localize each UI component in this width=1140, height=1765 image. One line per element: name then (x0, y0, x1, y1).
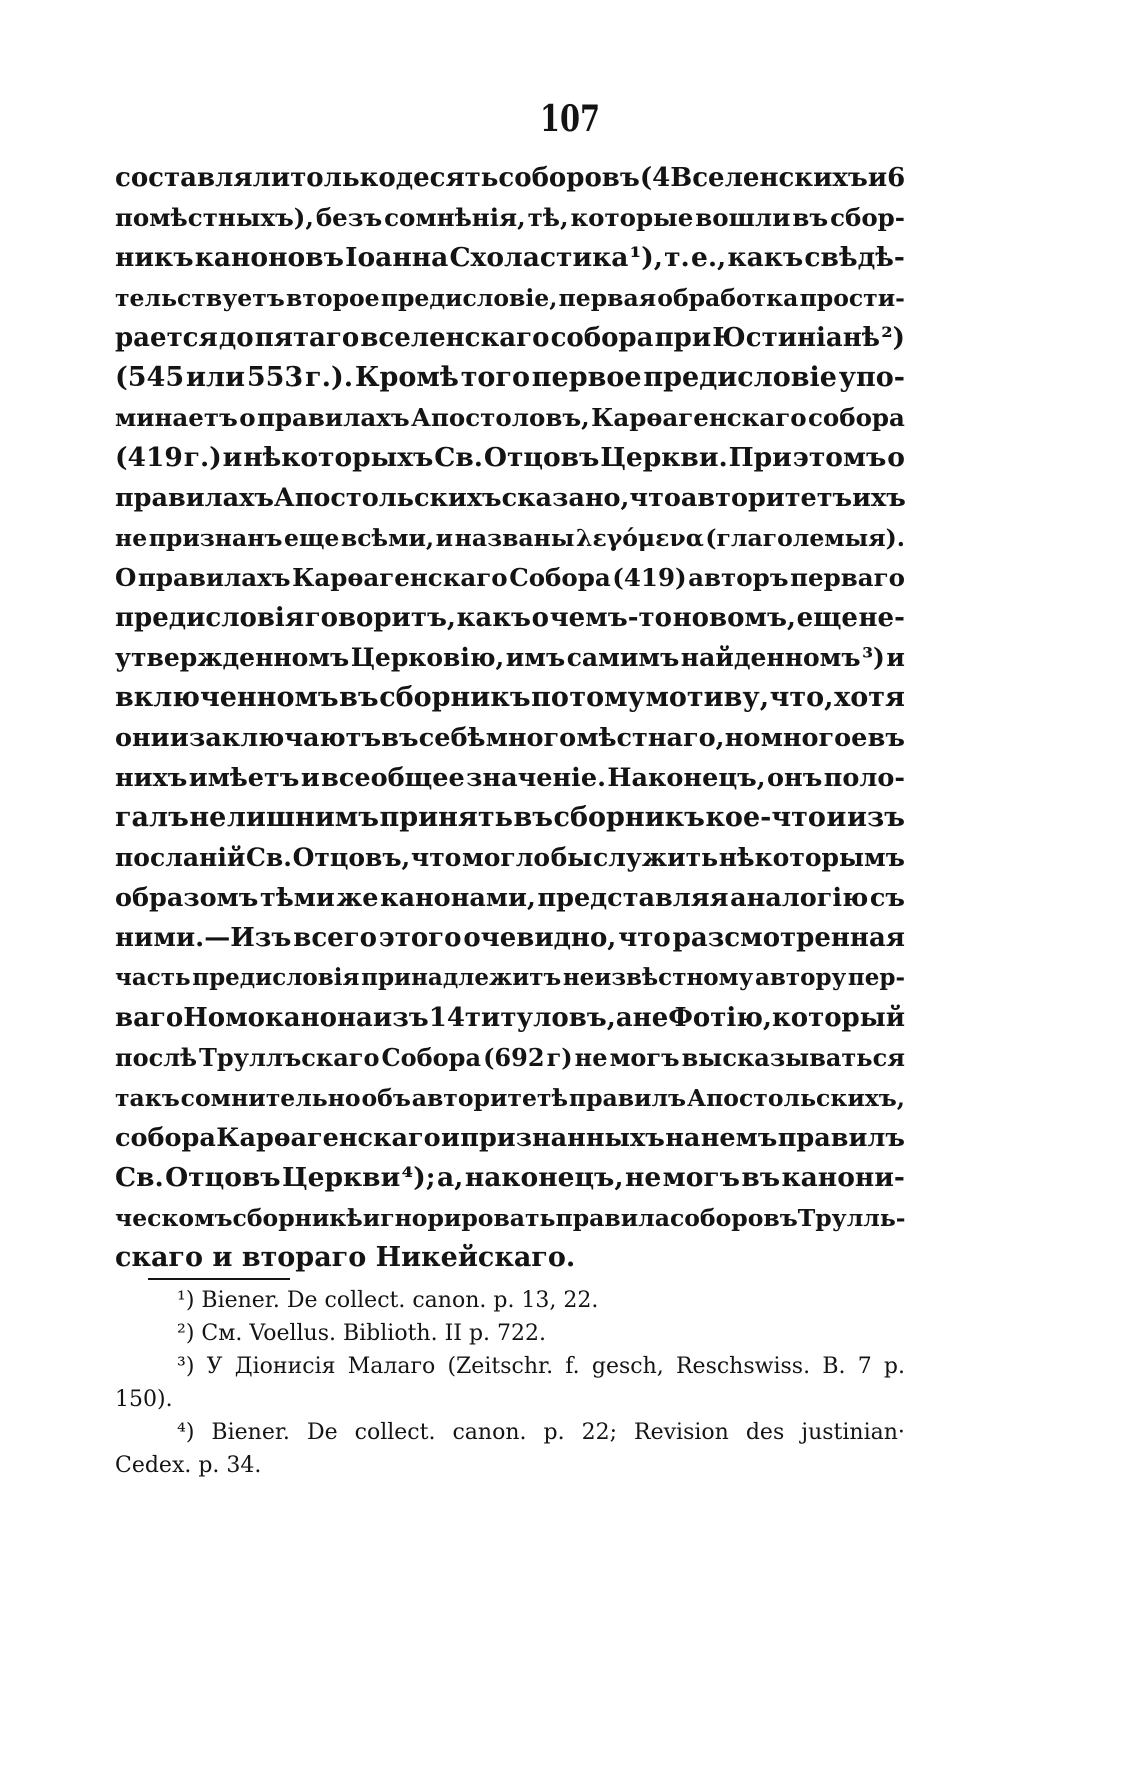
word: Собора (381, 1043, 482, 1072)
word: и (826, 802, 847, 833)
word: на (665, 1123, 701, 1153)
word: Отцовъ (483, 442, 600, 473)
word: очевидно, (463, 923, 617, 953)
word: сказано, (501, 483, 630, 513)
word: предисловія (192, 964, 360, 991)
word: найденномъ (680, 643, 861, 672)
word: 7 (857, 1354, 872, 1379)
text-line (115, 718, 905, 758)
word: послѣ (115, 1043, 197, 1072)
word: ⁴) (177, 1420, 195, 1445)
word: помѣстныхъ), (115, 203, 314, 232)
word: des (745, 1420, 785, 1445)
footnote-3-continued: 150). (115, 1387, 173, 1412)
word: того (460, 362, 530, 393)
word: а (615, 1003, 633, 1033)
word: вселенскаго (360, 323, 550, 353)
word: ²) (881, 323, 905, 353)
word: этого (378, 923, 462, 953)
word: правилахъ (137, 563, 291, 592)
word: чемъ-то (549, 603, 672, 633)
word: Малаго (347, 1354, 436, 1379)
word: B. (822, 1354, 846, 1379)
word: Церкви (282, 1162, 401, 1193)
word: е., (690, 242, 727, 273)
word: Апостольскихъ (273, 483, 502, 513)
word: утвержденномъ (115, 643, 350, 672)
word: (692 (483, 1043, 545, 1072)
word: что (410, 843, 462, 872)
word: При (728, 442, 792, 473)
word: вошли (695, 203, 791, 232)
word: канонами, (380, 883, 536, 913)
word: т. (664, 242, 690, 273)
text-line (115, 318, 905, 358)
text-line (115, 758, 905, 798)
word: Карѳагенскаго (216, 1123, 441, 1153)
word: автору (754, 964, 847, 991)
word: предисловіе, (380, 284, 558, 312)
word: Св. (434, 442, 483, 473)
word: правилахъ (256, 403, 410, 432)
word: Отцовъ (165, 1162, 281, 1193)
text-line (115, 678, 905, 718)
word: ¹), (629, 242, 663, 273)
word: же (336, 883, 379, 913)
word: (Zeitschr. (447, 1354, 554, 1379)
word: себѣ (418, 723, 486, 753)
word: и (435, 524, 454, 552)
word: пер- (847, 964, 905, 991)
word: Св. (245, 843, 292, 872)
word: и (222, 442, 243, 473)
word: тѣми (260, 883, 335, 913)
word: хотя (834, 682, 905, 713)
word: могло (461, 843, 550, 872)
word: У (206, 1354, 223, 1379)
word: поло- (823, 763, 905, 793)
word: онъ (767, 763, 823, 793)
word: Карѳагенскаго (591, 403, 807, 432)
word: аналогію (730, 883, 869, 913)
word: десять (395, 163, 499, 193)
word: предисловіе (643, 362, 837, 393)
word: всего (293, 923, 377, 953)
word: Фотію, (668, 1003, 772, 1033)
word: признанъ (148, 524, 283, 552)
word: признанныхъ (460, 1123, 665, 1153)
word: упо- (838, 362, 905, 393)
word: Карѳагенскаго (292, 563, 508, 592)
word: изъ (847, 802, 905, 833)
word: не (625, 1162, 662, 1193)
word: соборовъ (669, 1204, 798, 1232)
word: первая (558, 284, 657, 312)
text-line (115, 958, 905, 998)
text-line (115, 558, 905, 598)
word: сбор- (830, 203, 905, 232)
word: титуловъ, (464, 1003, 616, 1033)
word: сборникъ (379, 682, 531, 713)
footnote-2: ²) См. Voellus. Biblioth. II p. 722. (177, 1321, 547, 1346)
word: только (290, 163, 396, 193)
word: канони- (781, 1162, 905, 1193)
word: въ (741, 1162, 781, 1193)
word: 22; (581, 1420, 618, 1445)
word: авторъ (688, 563, 789, 592)
word: образомъ (115, 883, 259, 913)
text-line (115, 998, 905, 1038)
word: canon. (452, 1420, 527, 1445)
word: 553 (246, 362, 304, 393)
text-line (115, 1078, 905, 1118)
word: ихъ (852, 483, 906, 513)
word: включенномъ (115, 682, 339, 713)
word: ческомъ (115, 1204, 233, 1232)
word: о (531, 603, 549, 633)
word: соборовъ (498, 163, 640, 193)
word: значеніе. (466, 763, 606, 793)
text-line (115, 798, 905, 838)
word: пятаго (254, 323, 360, 353)
word: тѣ, (527, 203, 569, 232)
word: разсмотренная (672, 923, 905, 953)
text-line (115, 918, 905, 958)
word: посланій (115, 843, 246, 872)
footnote-3 (115, 1350, 905, 1383)
word: Revision (634, 1420, 729, 1445)
word: что (618, 923, 671, 953)
word: какъ (456, 603, 531, 633)
word: p. (543, 1420, 565, 1445)
word: кое-что (705, 802, 826, 833)
text-line (115, 278, 905, 318)
footnote-divider (148, 1278, 290, 1280)
text-line (115, 598, 905, 638)
word: лишнимъ (226, 802, 379, 833)
word: 6 (887, 163, 906, 193)
word: 14 (428, 1003, 465, 1033)
word: съ (869, 883, 905, 913)
word: Номоканона (183, 1003, 373, 1033)
word: по (531, 682, 569, 713)
text-line (115, 518, 905, 558)
word: каноновъ (194, 242, 344, 273)
text-line (115, 478, 905, 518)
word: предисловія (115, 603, 305, 633)
word: г.). (305, 362, 354, 393)
word: рается (115, 323, 218, 353)
word: (419) (612, 563, 687, 592)
word: ⁴); (401, 1162, 436, 1193)
word: могъ (609, 1043, 680, 1072)
text-line (115, 198, 905, 238)
page-number: 107 (539, 98, 601, 140)
word: но (724, 723, 761, 753)
word: Діонисія (234, 1354, 336, 1379)
word: De (306, 1420, 338, 1445)
word: Схоластика (449, 242, 629, 273)
word: и (867, 163, 888, 193)
word: не (189, 802, 227, 833)
word: ними.—Изъ (115, 923, 292, 953)
text-line (115, 1038, 905, 1078)
word: первое (531, 362, 642, 393)
word: не (632, 1003, 669, 1033)
word: мѣстнаго, (576, 723, 725, 753)
word: не (115, 524, 148, 552)
word: Собора (509, 563, 611, 592)
word: gesch, (591, 1354, 664, 1379)
word: правилъ (777, 1123, 905, 1153)
word: составляли (115, 163, 291, 193)
word: авторитетъ (680, 483, 853, 513)
word: собора (807, 403, 905, 432)
word: не (574, 1043, 608, 1072)
word: (4 (639, 163, 671, 193)
word: p. (883, 1354, 905, 1379)
word: минаетъ (115, 403, 238, 432)
word: въ (792, 203, 829, 232)
word: авторитетѣ (411, 1084, 568, 1112)
word: сборникѣ (232, 1204, 363, 1232)
word: игнорировать (362, 1204, 556, 1232)
word: (545 (115, 362, 185, 393)
word: часть (115, 964, 191, 991)
word: перваго (790, 563, 905, 592)
word: заключаютъ (188, 723, 382, 753)
word: тельствуетъ (115, 284, 285, 312)
word: изъ (372, 1003, 429, 1033)
word: (глаголемыя). (705, 524, 905, 552)
word: Іоанна (345, 242, 449, 273)
word: ³) (862, 643, 885, 672)
word: Апостоловъ, (411, 403, 590, 432)
word: о (239, 403, 256, 432)
word: Кромѣ (354, 362, 459, 393)
word: О (115, 563, 137, 592)
word: высказываться (681, 1043, 905, 1072)
footnote-1: ¹) Biener. De collect. canon. p. 13, 22. (177, 1288, 599, 1313)
word: галъ (115, 802, 189, 833)
word: Церковію, (350, 643, 505, 672)
text-line-last: скаго и втораго Никейскаго. (115, 1242, 576, 1273)
word: въ (513, 802, 553, 833)
word: не- (858, 603, 905, 633)
word: Церкви. (600, 442, 728, 473)
word: объ (361, 1084, 411, 1112)
word: которые (570, 203, 694, 232)
word: немъ (700, 1123, 778, 1153)
word: Св. (115, 1162, 164, 1193)
word: всѣми, (340, 524, 435, 552)
text-line (115, 398, 905, 438)
word: правила (555, 1204, 670, 1232)
word: Reschswiss. (675, 1354, 811, 1379)
word: самимъ (566, 643, 680, 672)
word: (419 (115, 442, 183, 473)
text-line (115, 1158, 905, 1198)
word: г.) (183, 442, 222, 473)
word: Отцовъ, (292, 843, 411, 872)
word: до (218, 323, 254, 353)
text-line (115, 878, 905, 918)
word: въ (381, 723, 419, 753)
word: собора (115, 1123, 216, 1153)
text-line (115, 638, 905, 678)
text-line (115, 1118, 905, 1158)
word: прости- (799, 284, 905, 312)
word: служить (593, 843, 719, 872)
word: многое (760, 723, 868, 753)
word: justinian· (801, 1420, 905, 1445)
word: и (169, 723, 189, 753)
footnote-4-continued: Cedex. p. 34. (115, 1453, 262, 1478)
word: въ (339, 682, 379, 713)
word: еще (796, 603, 858, 633)
word: говоритъ, (304, 603, 456, 633)
text-line (115, 238, 905, 278)
word: ваго (115, 1003, 184, 1033)
word: второе (286, 284, 380, 312)
word: Biener. (211, 1420, 290, 1445)
word: г) (546, 1043, 573, 1072)
word: collect. (354, 1420, 436, 1445)
word: а, (437, 1162, 464, 1193)
word: представляя (537, 883, 729, 913)
word: принять (379, 802, 513, 833)
text-line (115, 1198, 905, 1238)
word: и (886, 643, 905, 672)
word: f. (565, 1354, 580, 1379)
word: или (185, 362, 246, 393)
word: Трулль- (797, 1204, 906, 1232)
word: безъ (315, 203, 383, 232)
word: они (115, 723, 170, 753)
word: Наконецъ, (607, 763, 766, 793)
word: имѣетъ (188, 763, 300, 793)
word: наконецъ, (464, 1162, 624, 1193)
word: что, (769, 682, 834, 713)
word: нихъ (115, 763, 188, 793)
word: который (771, 1003, 906, 1033)
word: такъ (115, 1084, 180, 1112)
text-line (115, 358, 905, 398)
word: λεγόμενα (575, 524, 704, 552)
word: мотиву, (645, 682, 770, 713)
word: названы (454, 524, 575, 552)
word: собора (550, 323, 654, 353)
word: имъ (505, 643, 566, 672)
word: что (629, 483, 681, 513)
word: принадлежитъ (361, 964, 562, 991)
word: сомнѣнія, (384, 203, 526, 232)
word: еще (284, 524, 340, 552)
word: могъ (662, 1162, 740, 1193)
word: неизвѣстному (562, 964, 754, 991)
word: при (654, 323, 712, 353)
word: правилъ (568, 1084, 687, 1112)
text-line (115, 438, 905, 478)
word: какъ (727, 242, 804, 273)
body-text (115, 158, 905, 1278)
word: этомъ (792, 442, 887, 473)
word: и (300, 763, 320, 793)
word: всеобщее (321, 763, 465, 793)
word: тому (569, 682, 645, 713)
footnote-4 (115, 1416, 905, 1449)
word: нѣкоторымъ (718, 843, 905, 872)
word: много (485, 723, 577, 753)
word: правилахъ (115, 483, 274, 513)
word: сомнительно (180, 1084, 361, 1112)
word: Вселенскихъ (670, 163, 868, 193)
word: бы (550, 843, 593, 872)
word: свѣдѣ- (804, 242, 905, 273)
word: ³) (177, 1354, 195, 1379)
word: никъ (115, 242, 194, 273)
text-line (115, 838, 905, 878)
footnotes (115, 1284, 905, 1482)
word: въ (867, 723, 905, 753)
word: Юстиніанѣ (712, 323, 881, 353)
word: и (440, 1123, 460, 1153)
text-line (115, 158, 905, 198)
word: новомъ, (672, 603, 796, 633)
word: Труллъскаго (199, 1043, 380, 1072)
word: о (887, 442, 905, 473)
word: Апостольскихъ, (686, 1084, 905, 1112)
word: нѣкоторыхъ (243, 442, 434, 473)
word: обработка (657, 284, 799, 312)
word: сборникъ (553, 802, 705, 833)
